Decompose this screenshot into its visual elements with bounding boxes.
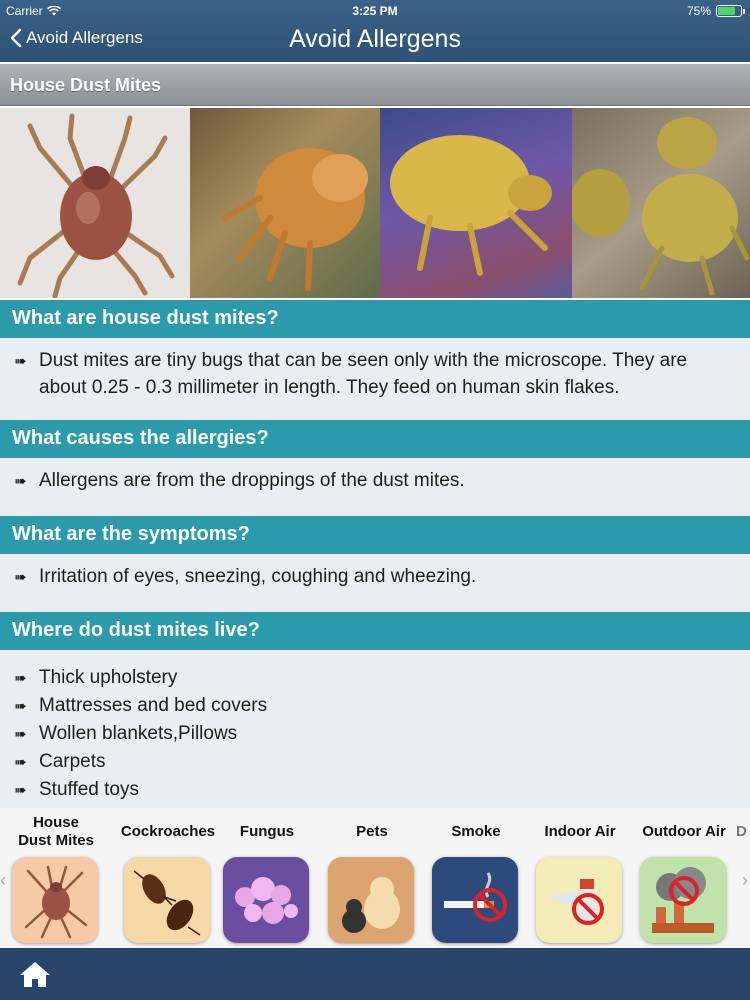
bullet-text: Allergens are from the droppings of the dust mites. (39, 470, 465, 491)
arrow-bullet-icon: ➠ (14, 726, 27, 743)
section-heading (0, 420, 750, 458)
chevron-right-icon[interactable]: › (742, 870, 748, 890)
category-carousel[interactable] (0, 808, 750, 948)
category-label: Fungus (239, 823, 295, 840)
category-indoor-air[interactable] (528, 808, 632, 856)
category-smoke[interactable] (424, 808, 528, 856)
bullet-text: Thick upholstery (39, 667, 178, 688)
bullet-item (14, 664, 736, 692)
arrow-bullet-icon: ➠ (14, 353, 27, 370)
bullet-item (14, 720, 736, 748)
section-heading (0, 300, 750, 338)
bullet-item (14, 467, 736, 495)
bullet-text: Carpets (39, 751, 106, 772)
page-title: Avoid Allergens (289, 25, 461, 53)
category-label: D (736, 823, 747, 840)
topic-header (0, 64, 750, 106)
carrier-label: Carrier (6, 4, 43, 18)
bullet-text: Stuffed toys (39, 779, 139, 800)
section-body (0, 650, 750, 808)
bullet-item (14, 347, 736, 401)
dust-mite-micrograph-orange (190, 108, 380, 298)
battery-status (687, 4, 742, 18)
arrow-bullet-icon: ➠ (14, 473, 27, 490)
battery-percent: 75% (686, 4, 711, 18)
bullet-text: Dust mites are tiny bugs that can be seen only with the microscope. They are about 0.25 - 0.3 millimeter in length. They feed on human skin flakes. (39, 350, 688, 398)
category-cockroaches[interactable] (116, 808, 220, 856)
bullet-item (14, 563, 736, 591)
clock: 3:25 PM (352, 4, 398, 18)
section-heading-text: Where do dust mites live? (12, 619, 260, 641)
smoke-icon (432, 857, 518, 943)
dust-mite-micrograph-group (572, 108, 750, 298)
bullet-text: Wollen blankets,Pillows (39, 723, 238, 744)
outdoor-air-icon (640, 857, 726, 943)
arrow-bullet-icon: ➠ (14, 698, 27, 715)
category-label: Pets (356, 823, 388, 840)
section-heading (0, 612, 750, 650)
section-body (0, 458, 750, 516)
dust-mite-micrograph-yellow (380, 108, 572, 298)
section-heading (0, 516, 750, 554)
category-house-dust-mites[interactable] (4, 808, 108, 856)
pets-icon (328, 857, 414, 943)
bottom-tab-bar (0, 948, 750, 1000)
back-button-label: Avoid Allergens (26, 28, 143, 47)
bullet-item (14, 748, 736, 776)
battery-icon (716, 5, 742, 17)
status-bar (0, 0, 750, 20)
fungus-icon (223, 857, 309, 943)
section-heading-text: What are the symptoms? (12, 523, 250, 545)
bullet-text: Irritation of eyes, sneezing, coughing and wheezing. (39, 566, 477, 587)
category-label: Indoor Air (544, 823, 616, 840)
photo-strip (0, 108, 750, 298)
category-label: Smoke (451, 823, 501, 840)
arrow-bullet-icon: ➠ (14, 670, 27, 687)
category-next-partial[interactable] (736, 808, 750, 856)
category-pets[interactable] (320, 808, 424, 856)
category-label: Cockroaches (120, 823, 216, 840)
section-heading-text: What causes the allergies? (12, 427, 269, 449)
section-body (0, 338, 750, 420)
bullet-item (14, 776, 736, 804)
arrow-bullet-icon: ➠ (14, 782, 27, 799)
indoor-air-icon (536, 857, 622, 943)
navigation-bar (0, 0, 750, 62)
dust-mite-illustration (0, 108, 190, 298)
category-fungus[interactable] (215, 808, 319, 856)
category-outdoor-air[interactable] (632, 808, 736, 856)
category-label: Outdoor Air (642, 823, 726, 840)
bullet-item (14, 692, 736, 720)
home-icon[interactable] (18, 960, 52, 988)
arrow-bullet-icon: ➠ (14, 754, 27, 771)
dust-mite-icon (12, 857, 98, 943)
bullet-text: Mattresses and bed covers (39, 695, 268, 716)
section-heading-text: What are house dust mites? (12, 307, 279, 329)
arrow-bullet-icon: ➠ (14, 569, 27, 586)
chevron-left-icon[interactable]: ‹ (0, 870, 6, 890)
cockroach-icon (124, 857, 210, 943)
category-label: House Dust Mites (18, 814, 94, 849)
nav-row (0, 20, 750, 62)
topic-title: House Dust Mites (10, 75, 162, 95)
section-body (0, 554, 750, 612)
